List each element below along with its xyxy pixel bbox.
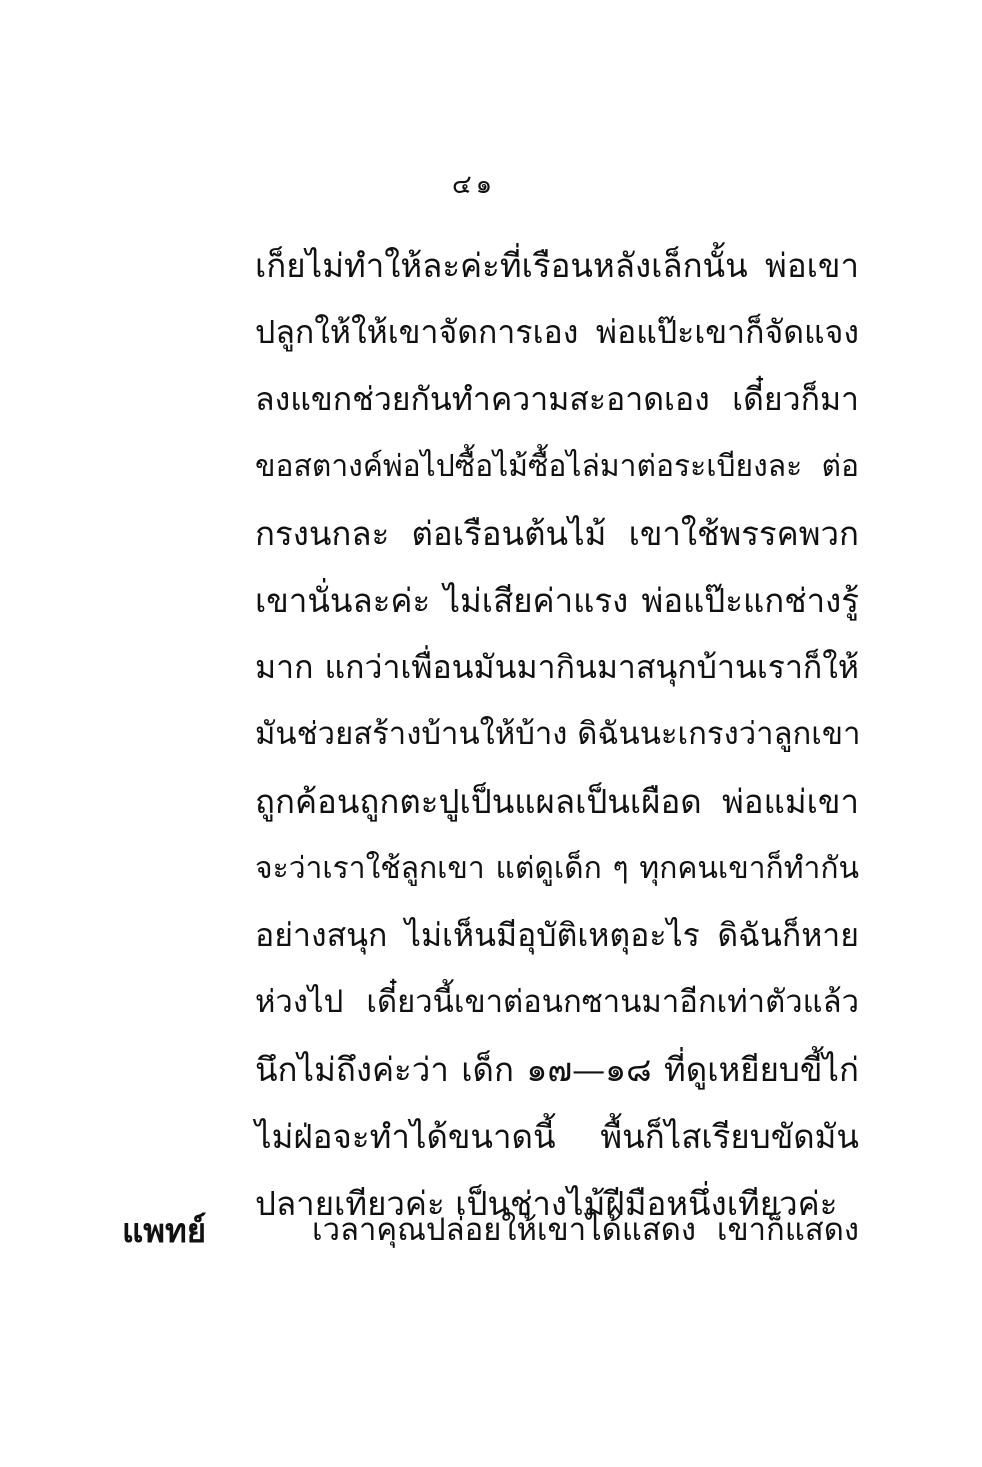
page-number: ๔๑ bbox=[452, 170, 497, 200]
text-line: นึกไม่ถึงค่ะว่า เด็ก ๑๗—๑๘ ที่ดูเหยียบขี้ไก่ bbox=[255, 1050, 859, 1089]
text-line: มาก แกว่าเพื่อนมันมากินมาสนุกบ้านเราก็ให้ bbox=[255, 648, 859, 686]
text-line: ห่วงไป เดี๋ยวนี้เขาต่อนกซานมาอีกเท่าตัวแล้ว bbox=[255, 984, 859, 1020]
text-line: เขานั่นละค่ะ ไม่เสียค่าแรง พ่อแป๊ะแกช่างรู้ bbox=[255, 581, 859, 620]
paragraph bbox=[255, 232, 859, 1237]
text-line: ถูกค้อนถูกตะปูเป็นแผลเป็นเผือด พ่อแม่เขา bbox=[255, 782, 859, 821]
text-line: ไม่ฝ่อจะทำได้ขนาดนี้ พื้นก็ไสเรียบขัดมัน bbox=[255, 1117, 859, 1156]
text-line: เก็ยไม่ทำให้ละค่ะที่เรือนหลังเล็กนั้น พ่อเขา bbox=[255, 246, 859, 285]
text-line: ปลูกให้ให้เขาจัดการเอง พ่อแป๊ะเขาก็จัดแจง bbox=[255, 313, 859, 351]
text-line: ลงแขกช่วยกันทำความสะอาดเอง เดี๋ยวก็มา bbox=[255, 380, 859, 418]
text-line: กรงนกละ ต่อเรือนต้นไม้ เขาใช้พรรคพวก bbox=[255, 514, 859, 553]
speech-text: เวลาคุณปล่อยให้เขาได้แสดง เขาก็แสดง bbox=[312, 1212, 859, 1248]
text-line: จะว่าเราใช้ลูกเขา แต่ดูเด็ก ๆ ทุกคนเขาก็ทำกัน bbox=[255, 851, 859, 886]
dialogue-line bbox=[122, 1197, 859, 1264]
text-line: ขอสตางค์พ่อไปซื้อไม้ซื้อไล่มาต่อระเบียงละ ต่อ bbox=[255, 449, 859, 484]
text-line: อย่างสนุก ไม่เห็นมีอุบัติเหตุอะไร ดิฉันก็หาย bbox=[255, 916, 859, 954]
text-line: มันช่วยสร้างบ้านให้บ้าง ดิฉันนะเกรงว่าลูกเขา bbox=[255, 716, 861, 752]
speaker-name: แพทย์ bbox=[122, 1211, 207, 1250]
text-line: ปลายเทียวค่ะ เป็นช่างไม้ฝีมือหนึ่งเทียวค่ะ bbox=[255, 1184, 838, 1223]
